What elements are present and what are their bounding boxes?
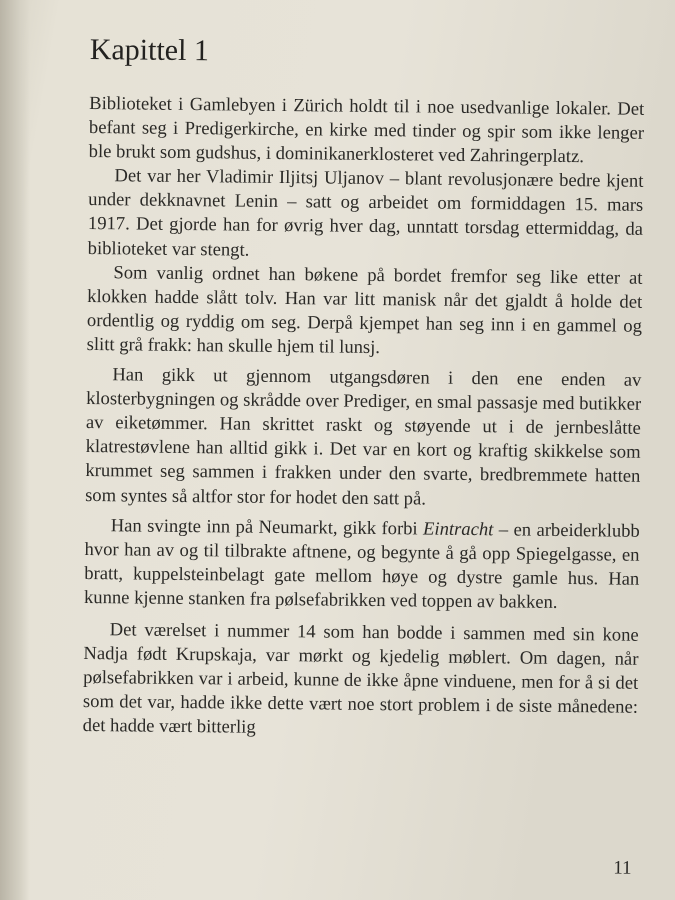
page-number: 11	[613, 857, 632, 879]
paragraph-5-end: – en arbeiderklubb hvor han av og til tilbrakte aftnene, og begynte å gå opp Spiegelgasse, en bratt, kuppelsteinbelagt gate mellom høye og dystre gamle hus. Han kunne kjenne stanken fra pølsefabrikken ved toppen av bakken.	[83, 518, 640, 613]
body-text	[83, 92, 645, 744]
paragraph-6: Det værelset i nummer 14 som han bodde i sammen med sin kone Nadja født Krupskaja, var mørkt og kjedelig møblert. Om dagen, når pølsefabrikken var i arbeid, kunne de ikke åpne vinduene, men for å si det som det var, hadde ikke dette vært noe stort problem i de siste månedene: det hadde vært bitterlig	[82, 619, 639, 739]
book-page	[81, 30, 648, 886]
page-gutter-shadow	[0, 0, 30, 900]
paragraph-3: Som vanlig ordnet han bøkene på bordet fremfor seg like etter at klokken hadde slått tolv. Han var litt manisk når det gjaldt å holde det ordentlig og ryddig om seg. Derpå kjempet han seg inn i en gammel og slitt grå frakk: han skulle hjem til lunsj.	[86, 261, 643, 358]
paragraph-5	[84, 514, 640, 616]
paragraph-1: Biblioteket i Gamlebyen i Zürich holdt til i noe usedvanlige lokaler. Det befant seg i Predigerkirche, en kirke med tinder og spir som ikke lenger ble brukt som gudshus, i dominikanerklosteret ved Zahringerplatz.	[88, 92, 645, 168]
paragraph-2: Det var her Vladimir Iljitsj Uljanov – blant revolusjonære bedre kjent under dekknavnet Lenin – satt og arbeidet om formiddagen 15. mars 1917. Det gjorde han for øvrig hver dag, unntatt torsdag ettermiddag, da biblioteket var stengt.	[87, 165, 644, 261]
paragraph-4: Han gikk ut gjennom utgangsdøren i den ene enden av klosterbygningen og skrådde over Prediger, en smal passasje med butikker av eiketømmer. Han skrittet raskt og støyende ut i de jernbeslåtte klatrestøvlene han alltid gikk i. Det var en kort og kraftig skikkelse som krummet seg sammen i frakken under den svarte, bredbremmete hatten som syntes så altfor stor for hodet den satt på.	[85, 364, 642, 510]
chapter-title: Kapittel 1	[89, 32, 210, 68]
paragraph-5-start: Han svingte inn på Neumarkt, gikk forbi	[110, 514, 424, 540]
eintracht-italic: Eintracht	[422, 518, 494, 540]
